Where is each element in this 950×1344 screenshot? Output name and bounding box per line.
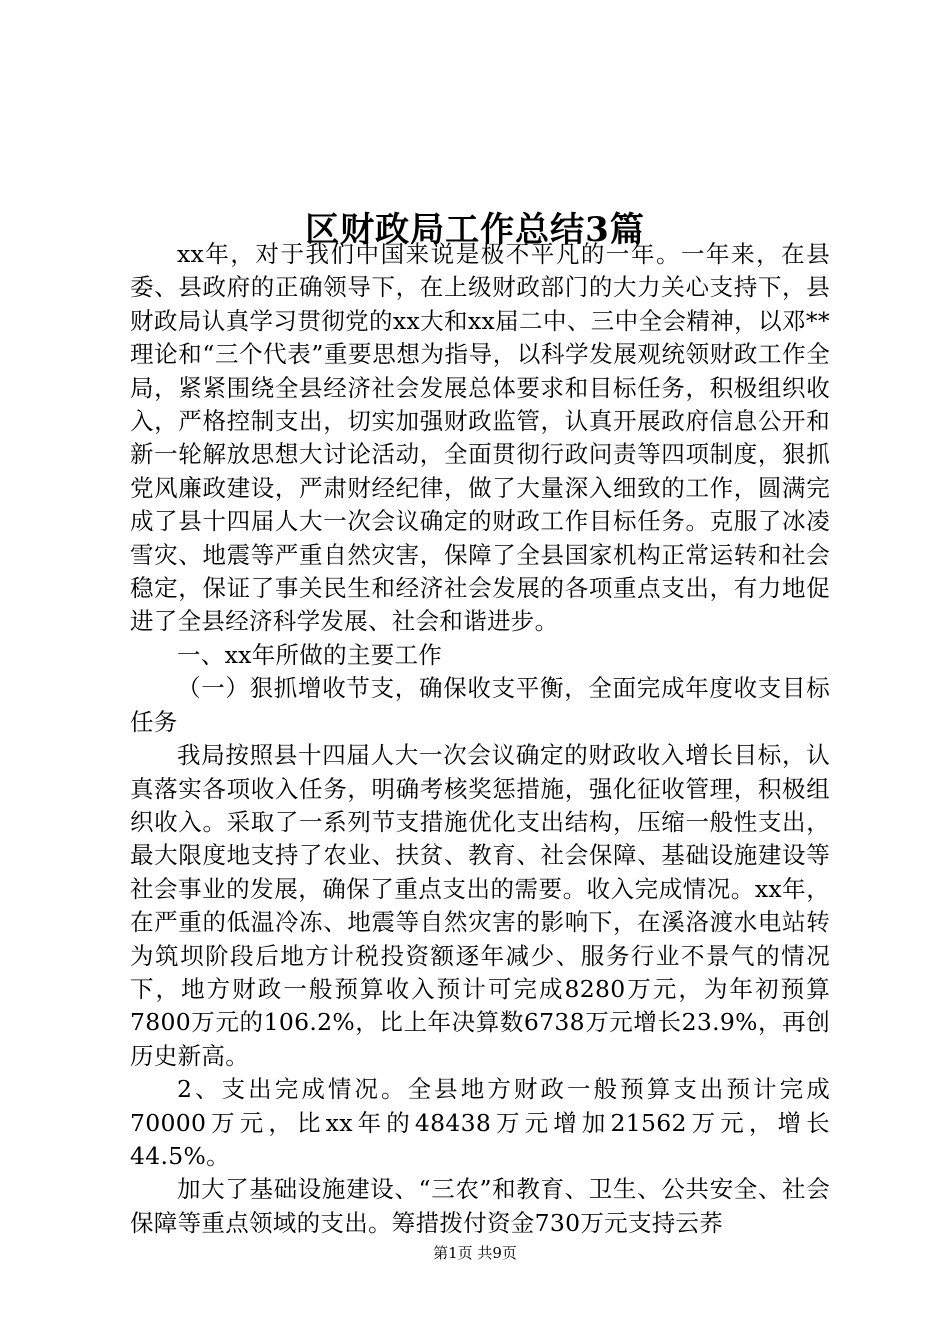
paragraph: 加大了基础设施建设、“三农”和教育、卫生、公共安全、社会保障等重点领域的支出。筹措拨付资金730万元支持云荞 bbox=[130, 1175, 830, 1237]
document-title: 区财政局工作总结3篇 bbox=[305, 209, 645, 250]
subsection-heading: （一）狠抓增收节支，确保收支平衡，全面完成年度收支目标任务 bbox=[130, 674, 830, 736]
paragraph: 2、支出完成情况。全县地方财政一般预算支出预计完成70000万元，比xx年的48438万元增加21562万元，增长44.5%。 bbox=[130, 1075, 830, 1170]
page-footer bbox=[0, 1243, 950, 1263]
paragraph: xx年，对于我们中国来说是极不平凡的一年。一年来，在县委、县政府的正确领导下，在上级财政部门的大力关心支持下，县财政局认真学习贯彻党的xx大和xx届二中、三中全会精神，以邓**理论和“三个代表”重要思想为指导，以科学发展观统领财政工作全局，紧紧围绕全县经济社会发展总体要求和目标任务，积极组织收入，严格控制支出，切实加强财政监管，认真开展政府信息公开和新一轮解放思想大讨论活动，全面贯彻行政问责等四项制度，狠抓党风廉政建设，严肃财经纪律，做了大量深入细致的工作，圆满完成了县十四届人大一次会议确定的财政工作目标任务。克服了冰凌雪灾、地震等严重自然灾害，保障了全县国家机构正常运转和社会稳定，保证了事关民生和经济社会发展的各项重点支出，有力地促进了全县经济科学发展、社会和谐进步。 bbox=[130, 240, 830, 636]
paragraph: 我局按照县十四届人大一次会议确定的财政收入增长目标，认真落实各项收入任务，明确考核奖惩措施，强化征收管理，积极组织收入。采取了一系列节支措施优化支出结构，压缩一般性支出，最大限度地支持了农业、扶贫、教育、社会保障、基础设施建设等社会事业的发展，确保了重点支出的需要。收入完成情况。xx年，在严重的低温冷冻、地震等自然灾害的影响下，在溪洛渡水电站转为筑坝阶段后地方计税投资额逐年减少、服务行业不景气的情况下，地方财政一般预算收入预计可完成8280万元，为年初预算7800万元的106.2%，比上年决算数6738万元增长23.9%，再创历史新高。 bbox=[130, 741, 830, 1070]
page-number: 第1页 共9页 bbox=[433, 1244, 517, 1262]
section-heading: 一、xx年所做的主要工作 bbox=[177, 640, 443, 669]
document-body bbox=[130, 238, 830, 1240]
